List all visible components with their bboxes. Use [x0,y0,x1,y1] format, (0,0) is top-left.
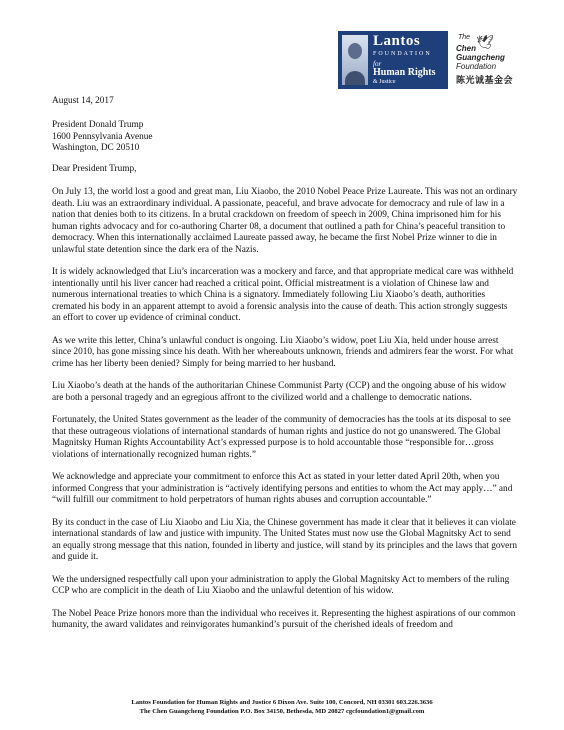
chen-logo-the: The [458,34,471,41]
chen-guangcheng-foundation-logo [450,31,550,89]
recipient-address [52,120,153,155]
paragraphs [52,187,518,643]
paragraph: Fortunately, the United States government as the leader of the community of democracies has the tools at its disposal to see that these outrageous violations of international standards of human rights and justice do not go unanswered. The Global Magnitsky Human Rights Accountability Act’s expressed purpose is to hold accountable those “responsible for…gross violations of internationally recognized human rights.” [52,415,511,460]
chen-logo-line3: Foundation [456,62,497,71]
dove-icon: 🕊 [476,34,494,50]
recipient-street: 1600 Pennsylvania Avenue [52,131,153,142]
lantos-logo-for: for [373,60,382,68]
paragraph: We the undersigned respectfully call upon your administration to apply the Global Magnitsky Act to members of the ruling CCP who are complicit in the death of Liu Xiaobo and the unlawful detention of his widow. [52,574,510,596]
salutation: Dear President Trump, [52,164,137,174]
paragraph: Liu Xiaobo’s death at the hands of the authoritarian Chinese Communist Party (CCP) and the ongoing abuse of his widow are both a personal tragedy and an egregious affront to the civilized world and a challenge to democratic nations. [52,381,507,403]
portrait-icon [342,35,368,85]
chen-logo-chinese: 陈光诚基金会 [456,75,514,85]
footer-chen-address: The Chen Guangcheng Foundation P.O. Box 34150, Bethesda, MD 20827 cgcfoundation1@gmail.com [139,707,425,715]
lantos-logo-foundation: FOUNDATION [373,51,432,57]
recipient-name: President Donald Trump [52,120,144,130]
chen-logo-line1: Chen [456,44,476,53]
footer-lantos-address: Lantos Foundation for Human Rights and Justice 6 Dixon Ave. Suite 100, Concord, NH 03301 603.226.3636 [131,699,433,706]
paragraph: We acknowledge and appreciate your commitment to enforce this Act as stated in your letter dated April 20th, when you informed Congress that your administration is “actively identifying persons and entities to whom the Act may apply…” and “will fulfill our commitment to hold perpetrators of human rights abuses and corruption accountable.” [52,472,513,505]
lantos-logo-justice: & Justice [373,79,396,85]
lantos-foundation-logo [338,31,448,89]
chen-logo-line2: Guangcheng [456,53,505,62]
lantos-logo-name: Lantos [373,33,421,49]
paragraph: On July 13, the world lost a good and great man, Liu Xiaobo, the 2010 Nobel Peace Prize Laureate. This was not an ordinary death. Liu was an extraordinary individual. A passionate, peaceful, and brave advocate for democracy and rule of law in a nation that denies both to its citizens. In a brutal crackdown on freedom of speech in 2009, China imprisoned him for his human rights advocacy and for co-authoring Charter 08, a document that outlined a path for China’s peaceful transition to democracy. When this internationally acclaimed Laureate passed away, he became the first Nobel Prize winner to die in unlawful state detention since the dark era of the Nazis. [52,187,518,255]
paragraph: The Nobel Peace Prize honors more than the individual who receives it. Representing the highest aspirations of our common humanity, the award validates and reinvigorates humankind’s pursuit of the cherished ideals of freedom and [52,608,516,630]
paragraph: By its conduct in the case of Liu Xiaobo and Liu Xia, the Chinese government has made it clear that it believes it can violate international standards of law and justice with impunity. The United States must now use the Global Magnitsky Act to send an equally strong message that this nation, founded in liberty and justice, will stand by its principles and the laws that govern and guide it. [52,517,518,562]
paragraph: It is widely acknowledged that Liu’s incarceration was a mockery and farce, and that appropriate medical care was withheld intentionally until his liver cancer had reached a critical point. Official mistreatment is a violation of Chinese law and numerous international treaties to which China is a signatory. Immediately following Liu Xiaobo’s death, authorities cremated his body in an apparent attempt to avoid a forensic analysis into the cause of death. This action strongly suggests an effort to cover up evidence of criminal conduct. [52,267,514,323]
recipient-city: Washington, DC 20510 [52,143,140,153]
lantos-logo-human-rights: Human Rights [373,67,436,78]
letter-date: August 14, 2017 [52,96,114,106]
paragraph: As we write this letter, China’s unlawful conduct is ongoing. Liu Xiaobo’s widow, poet Liu Xia, held under house arrest since 2010, has gone missing since his death. With her whereabouts unknown, friends and admirers fear the worst. For what crime has her liberty been denied? Simply for being married to her husband. [52,335,514,369]
letterhead-footer [0,699,564,716]
